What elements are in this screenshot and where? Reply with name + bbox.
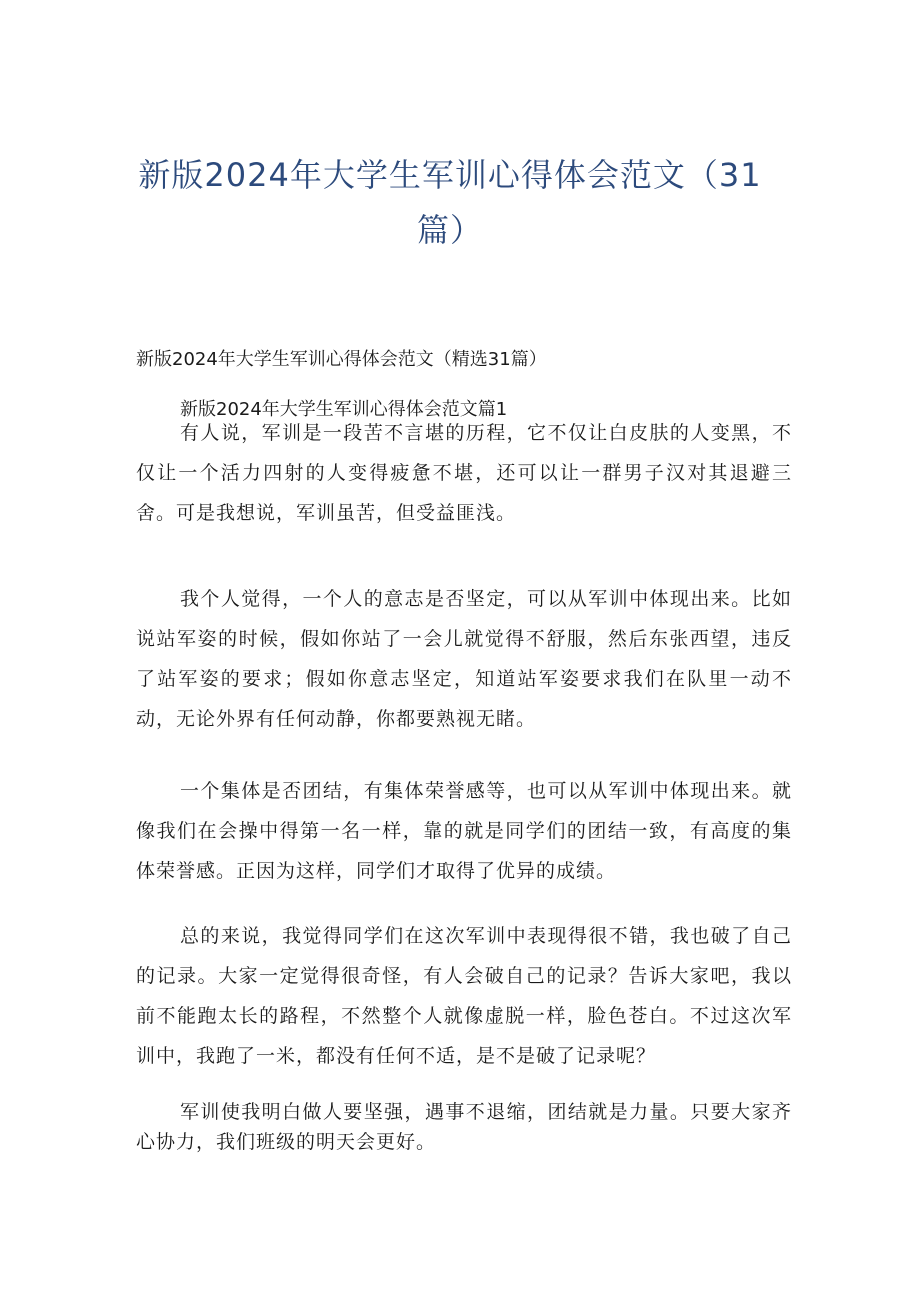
- section-heading: 新版2024年大学生军训心得体会范文篇1: [180, 399, 508, 420]
- document-title: 新版2024年大学生军训心得体会范文（31篇）: [138, 156, 762, 249]
- paragraph-3: 一个集体是否团结，有集体荣誉感等，也可以从军训中体现出来。就像我们在会操中得第一名一样，靠的就是同学们的团结一致，有高度的集体荣誉感。正因为这样，同学们才取得了优异的成绩。: [136, 780, 792, 882]
- paragraph-5: 军训使我明白做人要坚强，遇事不退缩，团结就是力量。只要大家齐心协力，我们班级的明天会更好。: [136, 1101, 792, 1153]
- document-subtitle: 新版2024年大学生军训心得体会范文（精选31篇）: [136, 349, 547, 370]
- paragraph-2: 我个人觉得，一个人的意志是否坚定，可以从军训中体现出来。比如说站军姿的时候，假如你站了一会儿就觉得不舒服，然后东张西望，违反了站军姿的要求；假如你意志坚定，知道站军姿要求我们在队里一动不动，无论外界有任何动静，你都要熟视无睹。: [136, 588, 792, 730]
- paragraph-4: 总的来说，我觉得同学们在这次军训中表现得很不错，我也破了自己的记录。大家一定觉得很奇怪，有人会破自己的记录？告诉大家吧，我以前不能跑太长的路程，不然整个人就像虚脱一样，脸色苍白。不过这次军训中，我跑了一米，都没有任何不适，是不是破了记录呢？: [136, 925, 792, 1067]
- paragraph-1: 有人说，军训是一段苦不言堪的历程，它不仅让白皮肤的人变黑，不仅让一个活力四射的人变得疲惫不堪，还可以让一群男子汉对其退避三舍。可是我想说，军训虽苦，但受益匪浅。: [136, 422, 792, 524]
